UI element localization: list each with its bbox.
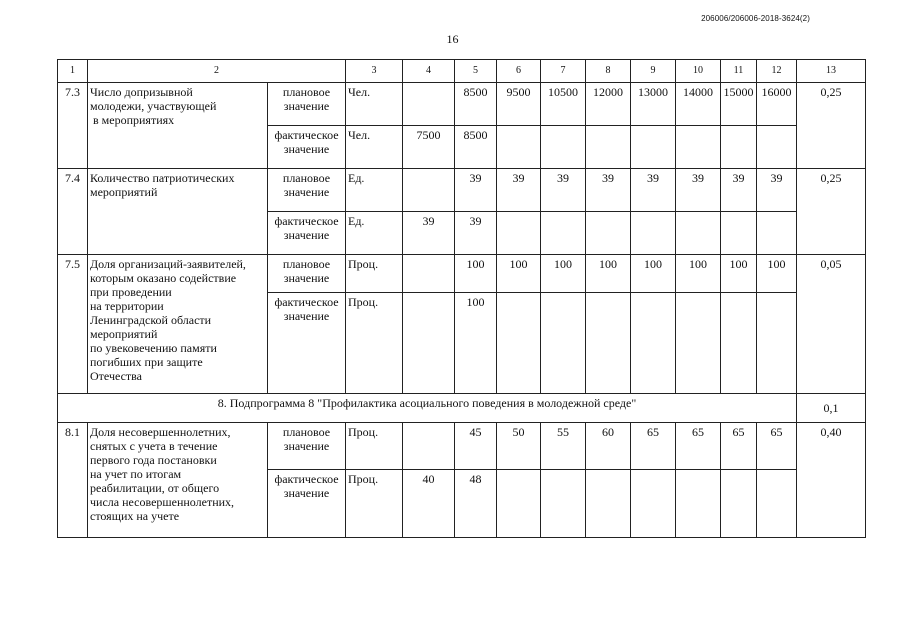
header-cell: 6 [497,60,541,83]
row-index: 8.1 [58,423,88,538]
value-cell [757,470,797,538]
indicator-name: Доля несовершеннолетних, снятых с учета в течение первого года постановки на учет по итогам реабилитации, от общего числа несовершеннолетних, стоящих на учете [88,423,268,538]
section-title: 8. Подпрограмма 8 "Профилактика асоциального поведения в молодежной среде" [58,394,797,423]
unit-cell: Ед. [346,212,403,255]
header-cell: 11 [721,60,757,83]
unit-cell: Проц. [346,470,403,538]
header-cell: 4 [403,60,455,83]
value-cell: 12000 [586,83,631,126]
value-cell: 100 [676,255,721,293]
value-cell [586,126,631,169]
value-cell [676,126,721,169]
value-cell: 8500 [455,83,497,126]
value-cell [757,212,797,255]
value-cell [541,212,586,255]
table-row [58,83,866,126]
value-type-planned: плановое значение [268,255,346,293]
value-cell: 16000 [757,83,797,126]
value-cell [497,212,541,255]
value-cell [721,470,757,538]
value-cell: 39 [676,169,721,212]
document-id: 206006/206006-2018-3624(2) [701,14,810,23]
value-cell [497,470,541,538]
value-cell [403,169,455,212]
value-cell [403,255,455,293]
value-cell: 39 [757,169,797,212]
value-cell: 13000 [631,83,676,126]
value-cell: 45 [455,423,497,470]
value-type-actual: фактическое значение [268,126,346,169]
indicators-table [57,59,866,538]
header-cell: 5 [455,60,497,83]
value-cell: 50 [497,423,541,470]
page-number: 16 [446,32,459,46]
value-cell [586,212,631,255]
value-cell: 100 [455,293,497,394]
value-cell: 40 [403,470,455,538]
unit-cell: Проц. [346,293,403,394]
unit-cell: Проц. [346,423,403,470]
value-cell [676,212,721,255]
value-cell [631,126,676,169]
unit-cell: Проц. [346,255,403,293]
value-cell: 100 [721,255,757,293]
value-cell: 48 [455,470,497,538]
header-row [58,60,866,83]
value-cell: 7500 [403,126,455,169]
value-cell [541,126,586,169]
value-type-actual: фактическое значение [268,212,346,255]
value-cell [631,470,676,538]
value-cell: 39 [497,169,541,212]
value-cell [721,126,757,169]
value-cell [403,293,455,394]
value-cell [403,83,455,126]
value-cell [497,293,541,394]
value-cell: 15000 [721,83,757,126]
value-cell [631,293,676,394]
value-cell [631,212,676,255]
value-cell: 9500 [497,83,541,126]
indicator-name: Количество патриотических мероприятий [88,169,268,255]
value-cell: 100 [497,255,541,293]
value-cell: 55 [541,423,586,470]
value-cell: 65 [676,423,721,470]
value-cell: 39 [403,212,455,255]
table-row [58,169,866,212]
value-cell: 39 [586,169,631,212]
value-cell: 65 [631,423,676,470]
value-cell: 100 [541,255,586,293]
value-cell [586,293,631,394]
value-cell: 39 [541,169,586,212]
value-cell: 100 [757,255,797,293]
value-type-planned: плановое значение [268,423,346,470]
header-cell: 13 [797,60,866,83]
value-cell: 65 [757,423,797,470]
section-weight: 0,1 [797,394,866,423]
value-cell [541,470,586,538]
value-cell: 8500 [455,126,497,169]
value-cell: 100 [631,255,676,293]
value-type-planned: плановое значение [268,169,346,212]
value-cell [757,293,797,394]
value-cell: 39 [455,169,497,212]
weight-cell: 0,05 [797,255,866,394]
header-cell: 9 [631,60,676,83]
header-cell: 10 [676,60,721,83]
value-type-planned: плановое значение [268,83,346,126]
value-cell: 10500 [541,83,586,126]
header-cell: 2 [88,60,346,83]
table-row [58,255,866,293]
weight-cell: 0,25 [797,83,866,169]
header-cell: 1 [58,60,88,83]
value-cell: 60 [586,423,631,470]
value-cell [721,293,757,394]
value-cell: 100 [586,255,631,293]
header-cell: 8 [586,60,631,83]
indicator-name: Число допризывной молодежи, участвующей в мероприятиях [88,83,268,169]
value-cell [721,212,757,255]
header-cell: 7 [541,60,586,83]
value-cell [403,423,455,470]
header-cell: 3 [346,60,403,83]
value-cell: 100 [455,255,497,293]
section-row [58,394,866,423]
row-index: 7.3 [58,83,88,169]
unit-cell: Ед. [346,169,403,212]
value-cell [757,126,797,169]
value-cell: 65 [721,423,757,470]
unit-cell: Чел. [346,83,403,126]
value-cell: 14000 [676,83,721,126]
value-type-actual: фактическое значение [268,470,346,538]
weight-cell: 0,40 [797,423,866,538]
value-cell: 39 [455,212,497,255]
weight-cell: 0,25 [797,169,866,255]
table-row [58,423,866,470]
value-cell [497,126,541,169]
header-cell: 12 [757,60,797,83]
unit-cell: Чел. [346,126,403,169]
indicator-name: Доля организаций-заявителей, которым оказано содействие при проведении на территории Ленинградской области мероприятий по увековечению памяти погибших при защите Отечества [88,255,268,394]
value-cell: 39 [721,169,757,212]
value-cell [586,470,631,538]
value-type-actual: фактическое значение [268,293,346,394]
row-index: 7.5 [58,255,88,394]
row-index: 7.4 [58,169,88,255]
value-cell: 39 [631,169,676,212]
value-cell [676,470,721,538]
value-cell [676,293,721,394]
value-cell [541,293,586,394]
